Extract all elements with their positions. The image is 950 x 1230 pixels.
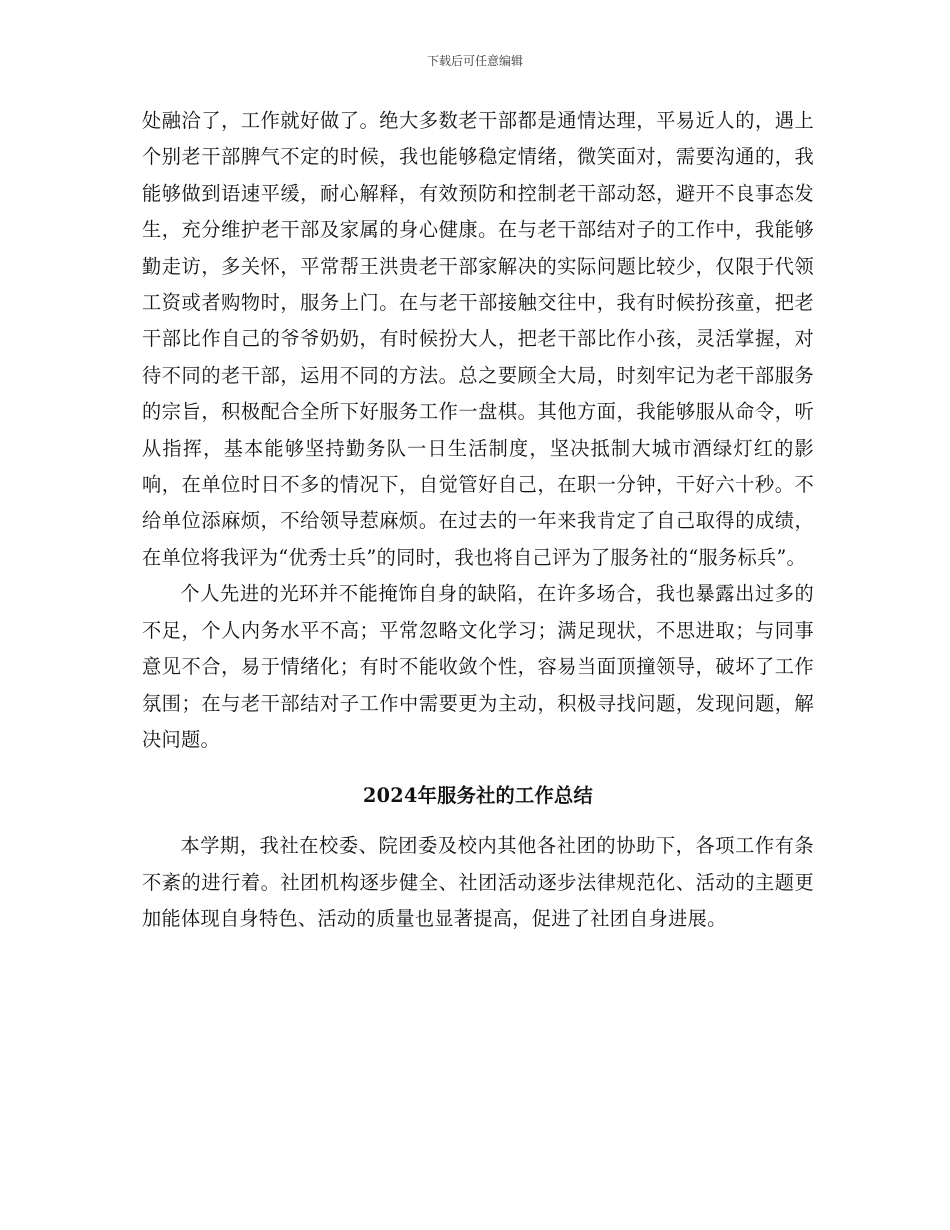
paragraph-continuation: 处融洽了，工作就好做了。绝大多数老干部都是通情达理，平易近人的，遇上个别老干部脾气不定的时候，我也能够稳定情绪，微笑面对，需要沟通的，我能够做到语速平缓，耐心解释，有效预防和控制老干部动怒，避开不良事态发生，充分维护老干部及家属的身心健康。在与老干部结对子的工作中，我能够勤走访，多关怀，平常帮王洪贵老干部家解决的实际问题比较少，仅限于代领工资或者购物时，服务上门。在与老干部接触交往中，我有时候扮孩童，把老干部比作自己的爷爷奶奶，有时候扮大人，把老干部比作小孩，灵活掌握，对待不同的老干部，运用不同的方法。总之要顾全大局，时刻牢记为老干部服务的宗旨，积极配合全所下好服务工作一盘棋。其他方面，我能够服从命令，听从指挥，基本能够坚持勤务队一日生活制度，坚决抵制大城市酒绿灯红的影响，在单位时日不多的情况下，自觉管好自己，在职一分钟，干好六十秒。不给单位添麻烦，不给领导惹麻烦。在过去的一年来我肯定了自己取得的成绩，在单位将我评为“优秀士兵”的同时，我也将自己评为了服务社的“服务标兵”。	[142, 109, 814, 569]
paragraph-shortcomings: 个人先进的光环并不能掩饰自身的缺陷，在许多场合，我也暴露出过多的不足，个人内务水平不高；平常忽略文化学习；满足现状，不思进取；与同事意见不合，易于情绪化；有时不能收敛个性，容易当面顶撞领导，破坏了工作氛围；在与老干部结对子工作中需要更为主动，积极寻找问题，发现问题，解决问题。	[142, 582, 814, 751]
section-title: 2024年服务社的工作总结	[363, 784, 593, 808]
document-body	[142, 103, 814, 938]
page-header-note: 下载后可任意编辑	[426, 54, 523, 68]
paragraph-summary-intro: 本学期，我社在校委、院团委及校内其他各社团的协助下，各项工作有条不紊的进行着。社团机构逐步健全、社团活动逐步法律规范化、活动的主题更加能体现自身特色、活动的质量也显著提高，促进了社团自身进展。	[142, 834, 814, 931]
